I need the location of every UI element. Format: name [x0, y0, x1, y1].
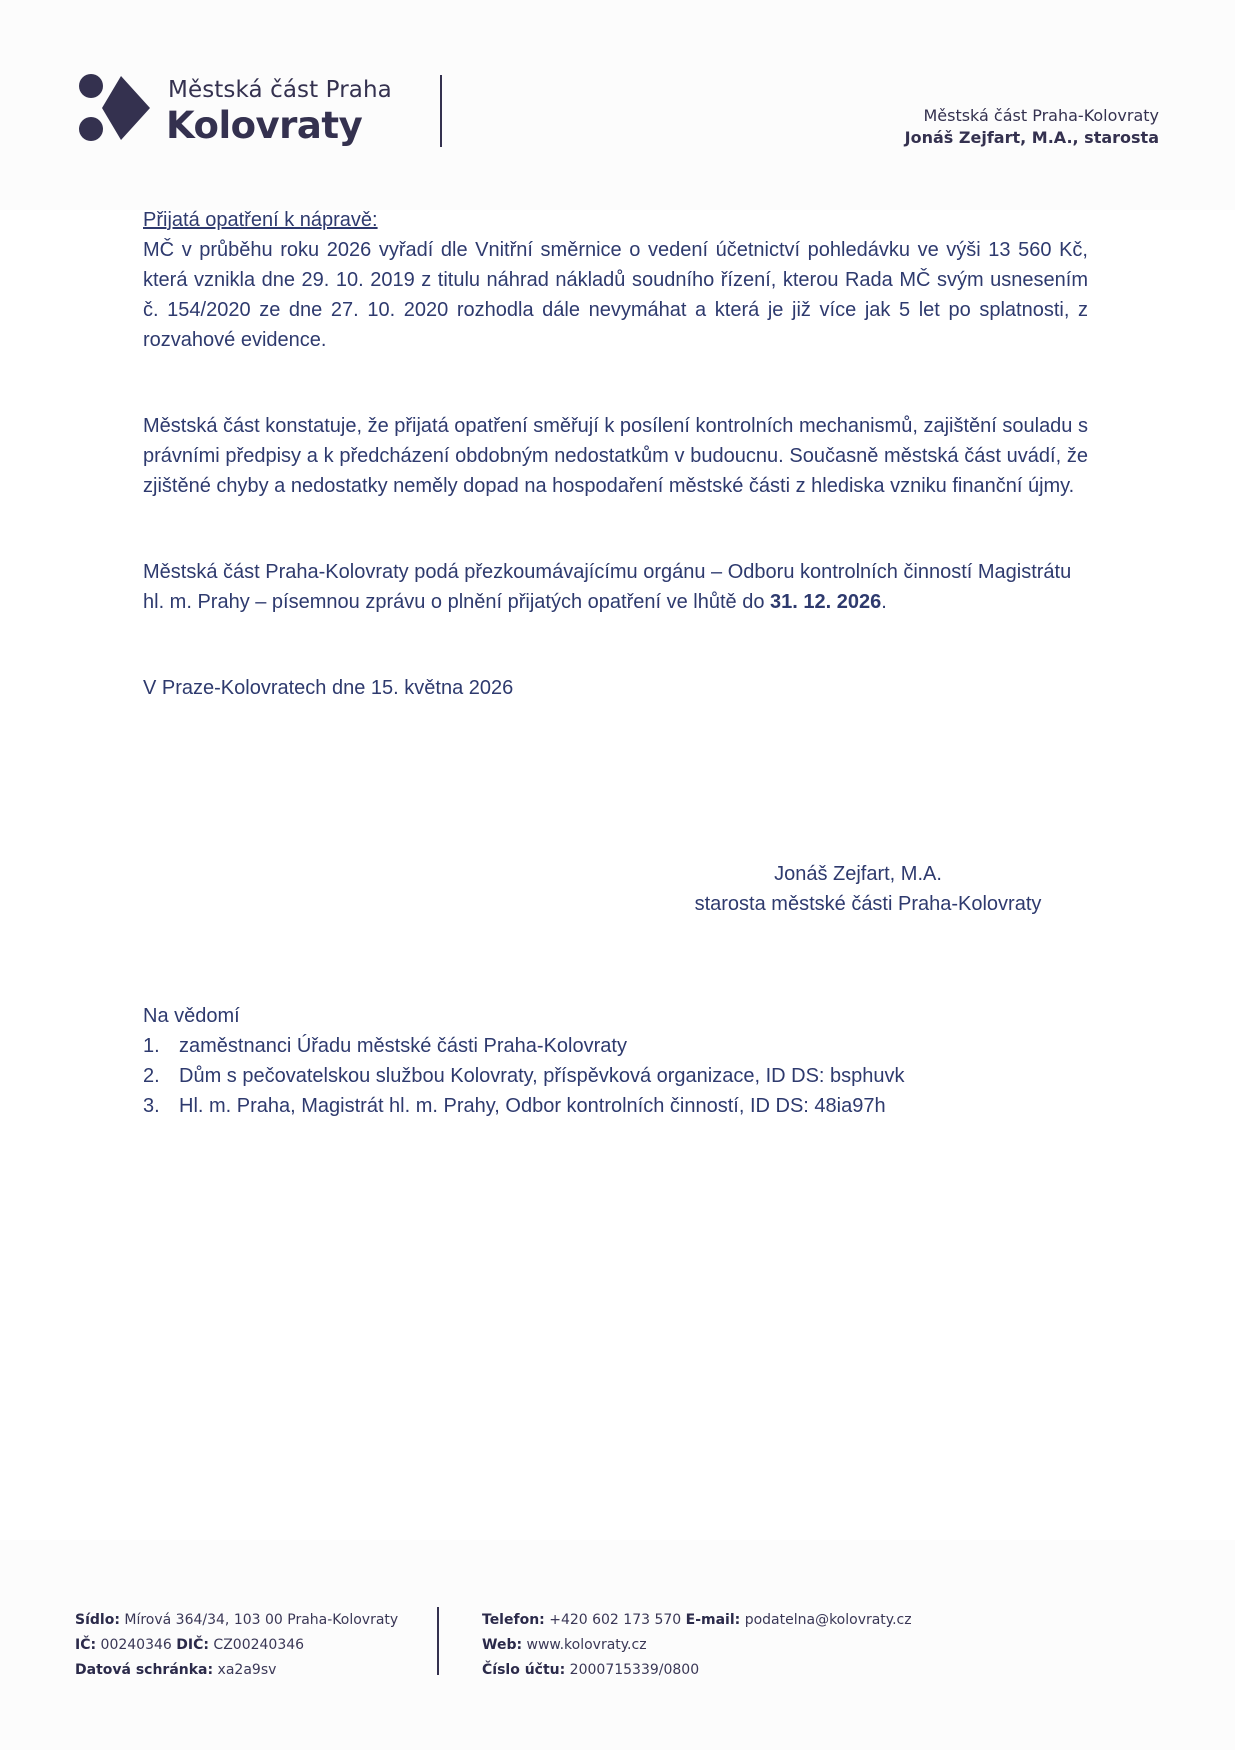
phone-value: +420 602 173 570	[544, 1612, 686, 1628]
statement-paragraph: Městská část konstatuje, že přijatá opatření směřují k posílení kontrolních mechanismů, zajištění souladu s právními předpisy a k předcházení obdobným nedostatkům v budoucnu. Současně městská část uvádí, že zjištěné chyby a nedostatky neměly dopad na hospodaření městské části z hlediska vzniku finanční újmy.	[143, 415, 1088, 497]
list-item	[143, 1031, 1088, 1061]
web-label: Web:	[482, 1637, 523, 1653]
header-divider	[440, 75, 442, 147]
list-item-text: Dům s pečovatelskou službou Kolovraty, příspěvková organizace, ID DS: bsphuvk	[179, 1065, 905, 1087]
dic-value: CZ00240346	[208, 1637, 305, 1653]
list-item-number: 3.	[143, 1095, 160, 1117]
report-deadline: 31. 12. 2026	[770, 591, 882, 613]
remedy-heading: Přijatá opatření k nápravě:	[143, 209, 378, 231]
kolovraty-logo-icon	[76, 72, 152, 144]
report-text: Městská část Praha-Kolovraty podá přezkoumávajícímu orgánu – Odboru kontrolních činností Magistrátu hl. m. Prahy – písemnou zprávu o plnění přijatých opatření ve lhůtě do	[143, 561, 1072, 613]
account-label: Číslo účtu:	[482, 1662, 566, 1678]
footer-address-block	[75, 1608, 398, 1683]
signature-title: starosta městské části Praha-Kolovraty	[694, 893, 1042, 915]
databox-value: xa2a9sv	[213, 1662, 277, 1678]
signature-name: Jonáš Zejfart, M.A.	[774, 863, 942, 885]
header-sender	[905, 105, 1159, 149]
signature-block	[658, 859, 1078, 919]
phone-label: Telefon:	[482, 1612, 545, 1628]
cc-heading: Na vědomí	[143, 1005, 240, 1027]
seat-value: Mírová 364/34, 103 00 Praha-Kolovraty	[119, 1612, 399, 1628]
list-item-number: 1.	[143, 1035, 160, 1057]
letter-body	[143, 205, 1088, 1121]
list-item-number: 2.	[143, 1065, 160, 1087]
list-item-text: zaměstnanci Úřadu městské části Praha-Kolovraty	[179, 1035, 627, 1057]
report-end: .	[881, 591, 887, 613]
email-label: E-mail:	[685, 1612, 741, 1628]
seat-label: Sídlo:	[75, 1612, 120, 1628]
databox-label: Datová schránka:	[75, 1662, 214, 1678]
footer-divider	[437, 1607, 439, 1675]
ic-label: IČ:	[75, 1637, 97, 1653]
place-date: V Praze-Kolovratech dne 15. května 2026	[143, 677, 514, 699]
email-value[interactable]: podatelna@kolovraty.cz	[740, 1612, 912, 1628]
logo-text-line2: Kolovraty	[166, 104, 363, 147]
list-item-text: Hl. m. Praha, Magistrát hl. m. Prahy, Odbor kontrolních činností, ID DS: 48ia97h	[179, 1095, 886, 1117]
header-sender-person: Jonáš Zejfart, M.A., starosta	[904, 128, 1159, 147]
remedy-paragraph: MČ v průběhu roku 2026 vyřadí dle Vnitřní směrnice o vedení účetnictví pohledávku ve výši 13 560 Kč, která vznikla dne 29. 10. 2019 z titulu náhrad nákladů soudního řízení, kterou Rada MČ svým usnesením č. 154/2020 ze dne 27. 10. 2020 rozhodla dále nevymáhat a která je již více jak 5 let po splatnosti, z rozvahové evidence.	[143, 239, 1088, 351]
report-paragraph	[143, 557, 1088, 617]
logo-text-line1: Městská část Praha	[168, 77, 392, 103]
dic-label: DIČ:	[176, 1637, 209, 1653]
letterhead	[0, 0, 1235, 210]
list-item	[143, 1091, 1088, 1121]
header-sender-org: Městská část Praha-Kolovraty	[923, 106, 1159, 125]
web-value[interactable]: www.kolovraty.cz	[522, 1637, 647, 1653]
list-item	[143, 1061, 1088, 1091]
ic-value: 00240346	[96, 1637, 177, 1653]
cc-list	[143, 1031, 1088, 1121]
account-value: 2000715339/0800	[565, 1662, 700, 1678]
footer-contact-block	[482, 1608, 912, 1683]
